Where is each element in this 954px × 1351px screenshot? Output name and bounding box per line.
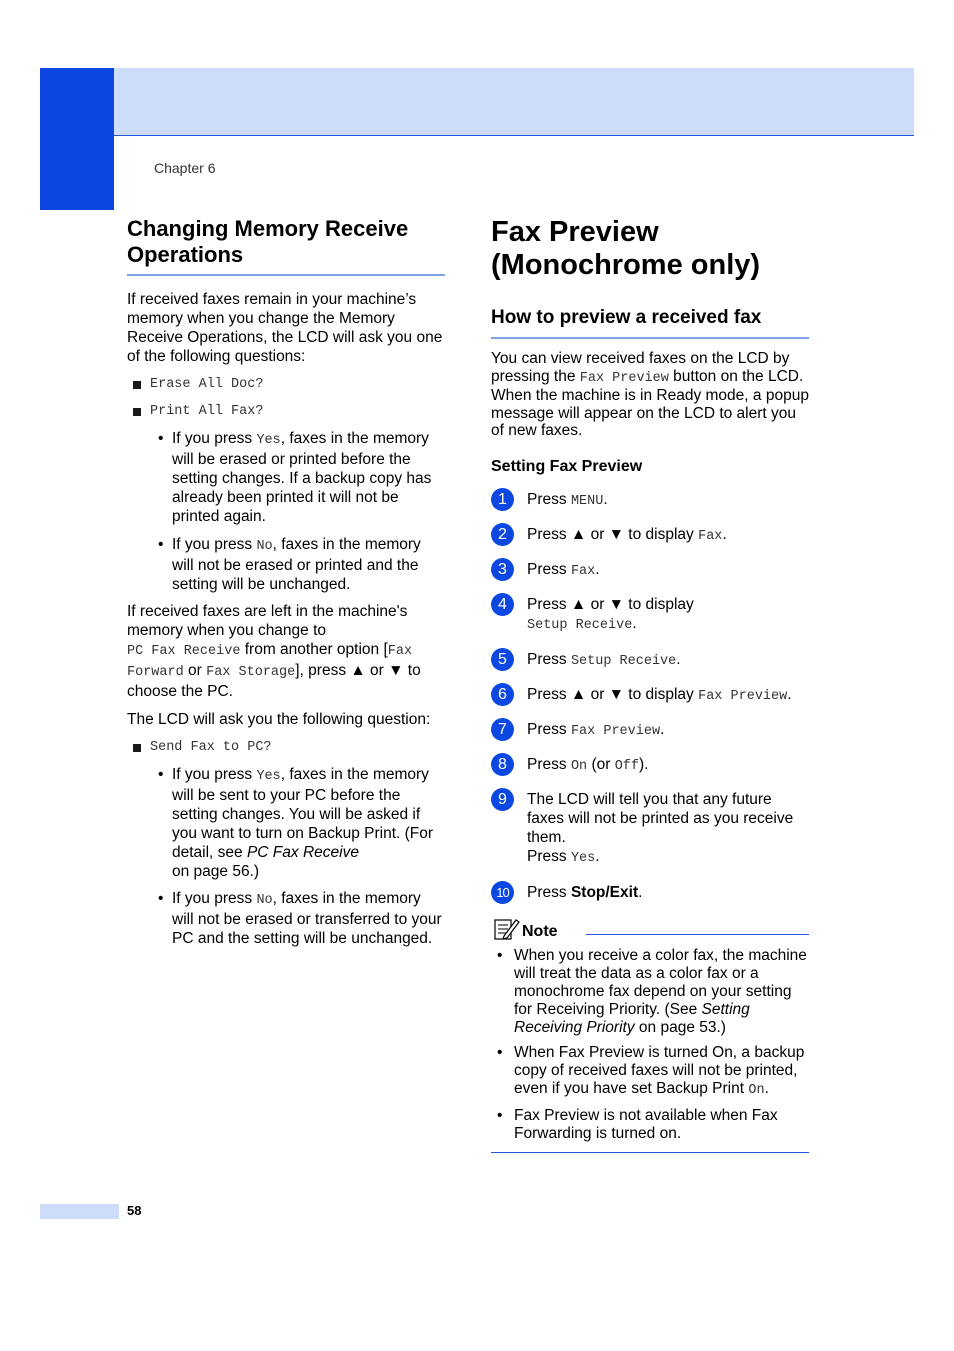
note-item xyxy=(497,1044,809,1100)
text: . xyxy=(722,525,727,543)
text: Press xyxy=(527,650,571,668)
text: Press xyxy=(527,883,571,901)
square-bullet-icon xyxy=(133,744,141,752)
text: from another option [ xyxy=(240,641,388,658)
text: . xyxy=(603,490,608,508)
step-item xyxy=(491,788,809,881)
text: If you press xyxy=(172,766,257,783)
step-item xyxy=(491,718,809,753)
question-item xyxy=(133,402,445,421)
text: ). xyxy=(639,755,649,773)
square-bullet-icon xyxy=(133,381,141,389)
note-item xyxy=(497,1107,809,1143)
note-box xyxy=(491,917,809,1153)
step-number-icon: 4 xyxy=(491,593,514,616)
steps-list xyxy=(491,488,809,917)
lcd-option: Yes xyxy=(570,850,596,866)
question-item xyxy=(133,375,445,394)
step-number-icon: 10 xyxy=(491,881,514,904)
step-number-icon: 2 xyxy=(491,523,514,546)
lcd-option: Yes xyxy=(256,769,281,784)
text: You can view received faxes on the LCD by pressing the xyxy=(491,350,790,385)
step-item xyxy=(491,648,809,683)
text: Press ▲ or ▼ to display xyxy=(527,685,699,703)
cross-reference: PC Fax Receive xyxy=(246,844,359,861)
question-item xyxy=(133,738,445,757)
paragraph xyxy=(127,602,445,701)
text: Fax Preview is not available when Fax Forwarding is turned on. xyxy=(514,1106,778,1142)
step-item xyxy=(491,683,809,718)
key-name: Stop/Exit xyxy=(570,883,639,901)
text: . xyxy=(595,560,600,578)
step-item xyxy=(491,558,809,593)
step-item xyxy=(491,881,809,917)
chapter-label: Chapter 6 xyxy=(154,160,216,176)
text: (or xyxy=(587,755,615,773)
text: Press ▲ or ▼ to display xyxy=(527,595,694,613)
lcd-option: Setup Receive xyxy=(527,617,633,633)
bullet-dot-icon: • xyxy=(497,1043,503,1061)
note-item xyxy=(497,947,809,1037)
lcd-option: Fax Storage xyxy=(206,665,296,680)
bullet-dot-icon: • xyxy=(497,1106,503,1124)
intro-paragraph: If received faxes remain in your machine’s memory when you change the Memory Receive Operations, the LCD will ask you one of the following questions: xyxy=(127,291,443,365)
lcd-question: Print All Fax? xyxy=(150,404,264,419)
note-bottom-rule xyxy=(491,1152,809,1153)
lcd-option: Fax xyxy=(570,563,596,579)
step-number-icon: 7 xyxy=(491,718,514,741)
intro-paragraph xyxy=(491,350,809,440)
text: . xyxy=(787,685,792,703)
lcd-option: Off xyxy=(614,758,640,774)
setting-heading: Setting Fax Preview xyxy=(491,457,643,475)
text: Press xyxy=(527,720,571,738)
text: . xyxy=(595,847,600,865)
step-number-icon: 6 xyxy=(491,683,514,706)
step-number-icon: 1 xyxy=(491,488,514,511)
lcd-option: Fax Preview xyxy=(570,723,661,739)
text: . xyxy=(632,614,637,632)
lcd-option: Fax xyxy=(698,528,723,544)
cross-reference: Setting Receiving Priority xyxy=(514,1000,750,1036)
chapter-tab xyxy=(40,68,114,210)
section-title: Changing Memory Receive Operations xyxy=(127,216,445,276)
text: ], press ▲ or ▼ to choose the PC. xyxy=(127,662,421,700)
step-item xyxy=(491,753,809,788)
left-column xyxy=(127,216,445,948)
text: . xyxy=(660,720,665,738)
bullet-item xyxy=(158,889,445,948)
text: . xyxy=(676,650,681,668)
text: or xyxy=(183,662,207,679)
step-item xyxy=(491,593,809,648)
text: Press ▲ or ▼ to display xyxy=(527,525,699,543)
lcd-option: PC Fax Receive xyxy=(127,644,241,659)
footer-bar xyxy=(40,1204,119,1219)
square-bullet-icon xyxy=(133,408,141,416)
note-rule xyxy=(586,934,809,935)
text: Press xyxy=(527,847,571,865)
bullet-dot-icon: • xyxy=(158,430,164,447)
bullet-item xyxy=(158,765,445,881)
bullet-dot-icon: • xyxy=(158,766,164,783)
lcd-option: No xyxy=(256,893,273,908)
lcd-option: Yes xyxy=(256,433,281,448)
bullet-item xyxy=(158,429,445,526)
page-title: Fax Preview (Monochrome only) xyxy=(491,216,761,281)
text: , faxes in the memory will not be erased or printed and the setting will be unchanged. xyxy=(172,536,421,593)
text: . xyxy=(638,883,643,901)
text: If you press xyxy=(172,430,257,447)
step-number-icon: 9 xyxy=(491,788,514,811)
bullet-dot-icon: • xyxy=(158,890,164,907)
right-column xyxy=(491,216,809,1153)
text: button on the LCD. When the machine is in Ready mode, a popup message will appear on the LCD to alert you of new faxes. xyxy=(491,367,809,439)
step-number-icon: 8 xyxy=(491,753,514,776)
text: , faxes in the memory will be sent to your PC before the setting changes. You will be asked if you want to turn on Backup Print. (For detail, see xyxy=(172,766,434,861)
text: Press xyxy=(527,490,571,508)
note-header xyxy=(491,917,809,941)
lcd-option: No xyxy=(256,539,273,554)
lcd-button-name: Fax Preview xyxy=(579,370,669,386)
lcd-option: MENU xyxy=(570,493,604,509)
text: , faxes in the memory will not be erased or transferred to your PC and the setting will be unchanged. xyxy=(172,890,442,947)
bullet-dot-icon: • xyxy=(497,946,503,964)
text: on page 56.) xyxy=(172,863,260,880)
text: If you press xyxy=(172,536,257,553)
text: Press xyxy=(527,560,571,578)
subsection-title: How to preview a received fax xyxy=(491,306,809,339)
lcd-option: Fax Preview xyxy=(698,688,788,704)
step-item xyxy=(491,488,809,523)
lcd-question: Send Fax to PC? xyxy=(150,740,272,755)
page-number: 58 xyxy=(127,1203,142,1218)
text: Press xyxy=(527,755,571,773)
note-pencil-icon xyxy=(494,917,520,941)
text: When Fax Preview is turned On, a backup copy of received faxes will not be printed, even if you have set Backup Print xyxy=(514,1043,805,1097)
lcd-option: On xyxy=(570,758,588,774)
header-band xyxy=(114,68,914,136)
text: If received faxes are left in the machine's memory when you change to xyxy=(127,603,408,639)
note-label: Note xyxy=(522,922,558,940)
step-item xyxy=(491,523,809,558)
text: The LCD will tell you that any future faxes will not be printed as you receive them. xyxy=(527,790,794,846)
text: . xyxy=(764,1079,769,1097)
lcd-option: On xyxy=(748,1082,765,1098)
bullet-item xyxy=(158,535,445,594)
lcd-option: Fax Forward xyxy=(127,644,413,680)
lcd-option: Setup Receive xyxy=(570,653,677,669)
text: on page 53.) xyxy=(634,1018,726,1036)
lcd-question: Erase All Doc? xyxy=(150,377,264,392)
paragraph: The LCD will ask you the following question: xyxy=(127,711,431,728)
bullet-dot-icon: • xyxy=(158,536,164,553)
step-number-icon: 5 xyxy=(491,648,514,671)
text: , faxes in the memory will be erased or printed before the setting changes. If a backup copy has already been printed it will not be printed again. xyxy=(172,430,432,525)
text: When you receive a color fax, the machine will treat the data as a color fax or a monochrome fax depend on your setting for Receiving Priority. (See xyxy=(514,946,807,1018)
step-number-icon: 3 xyxy=(491,558,514,581)
text: If you press xyxy=(172,890,257,907)
